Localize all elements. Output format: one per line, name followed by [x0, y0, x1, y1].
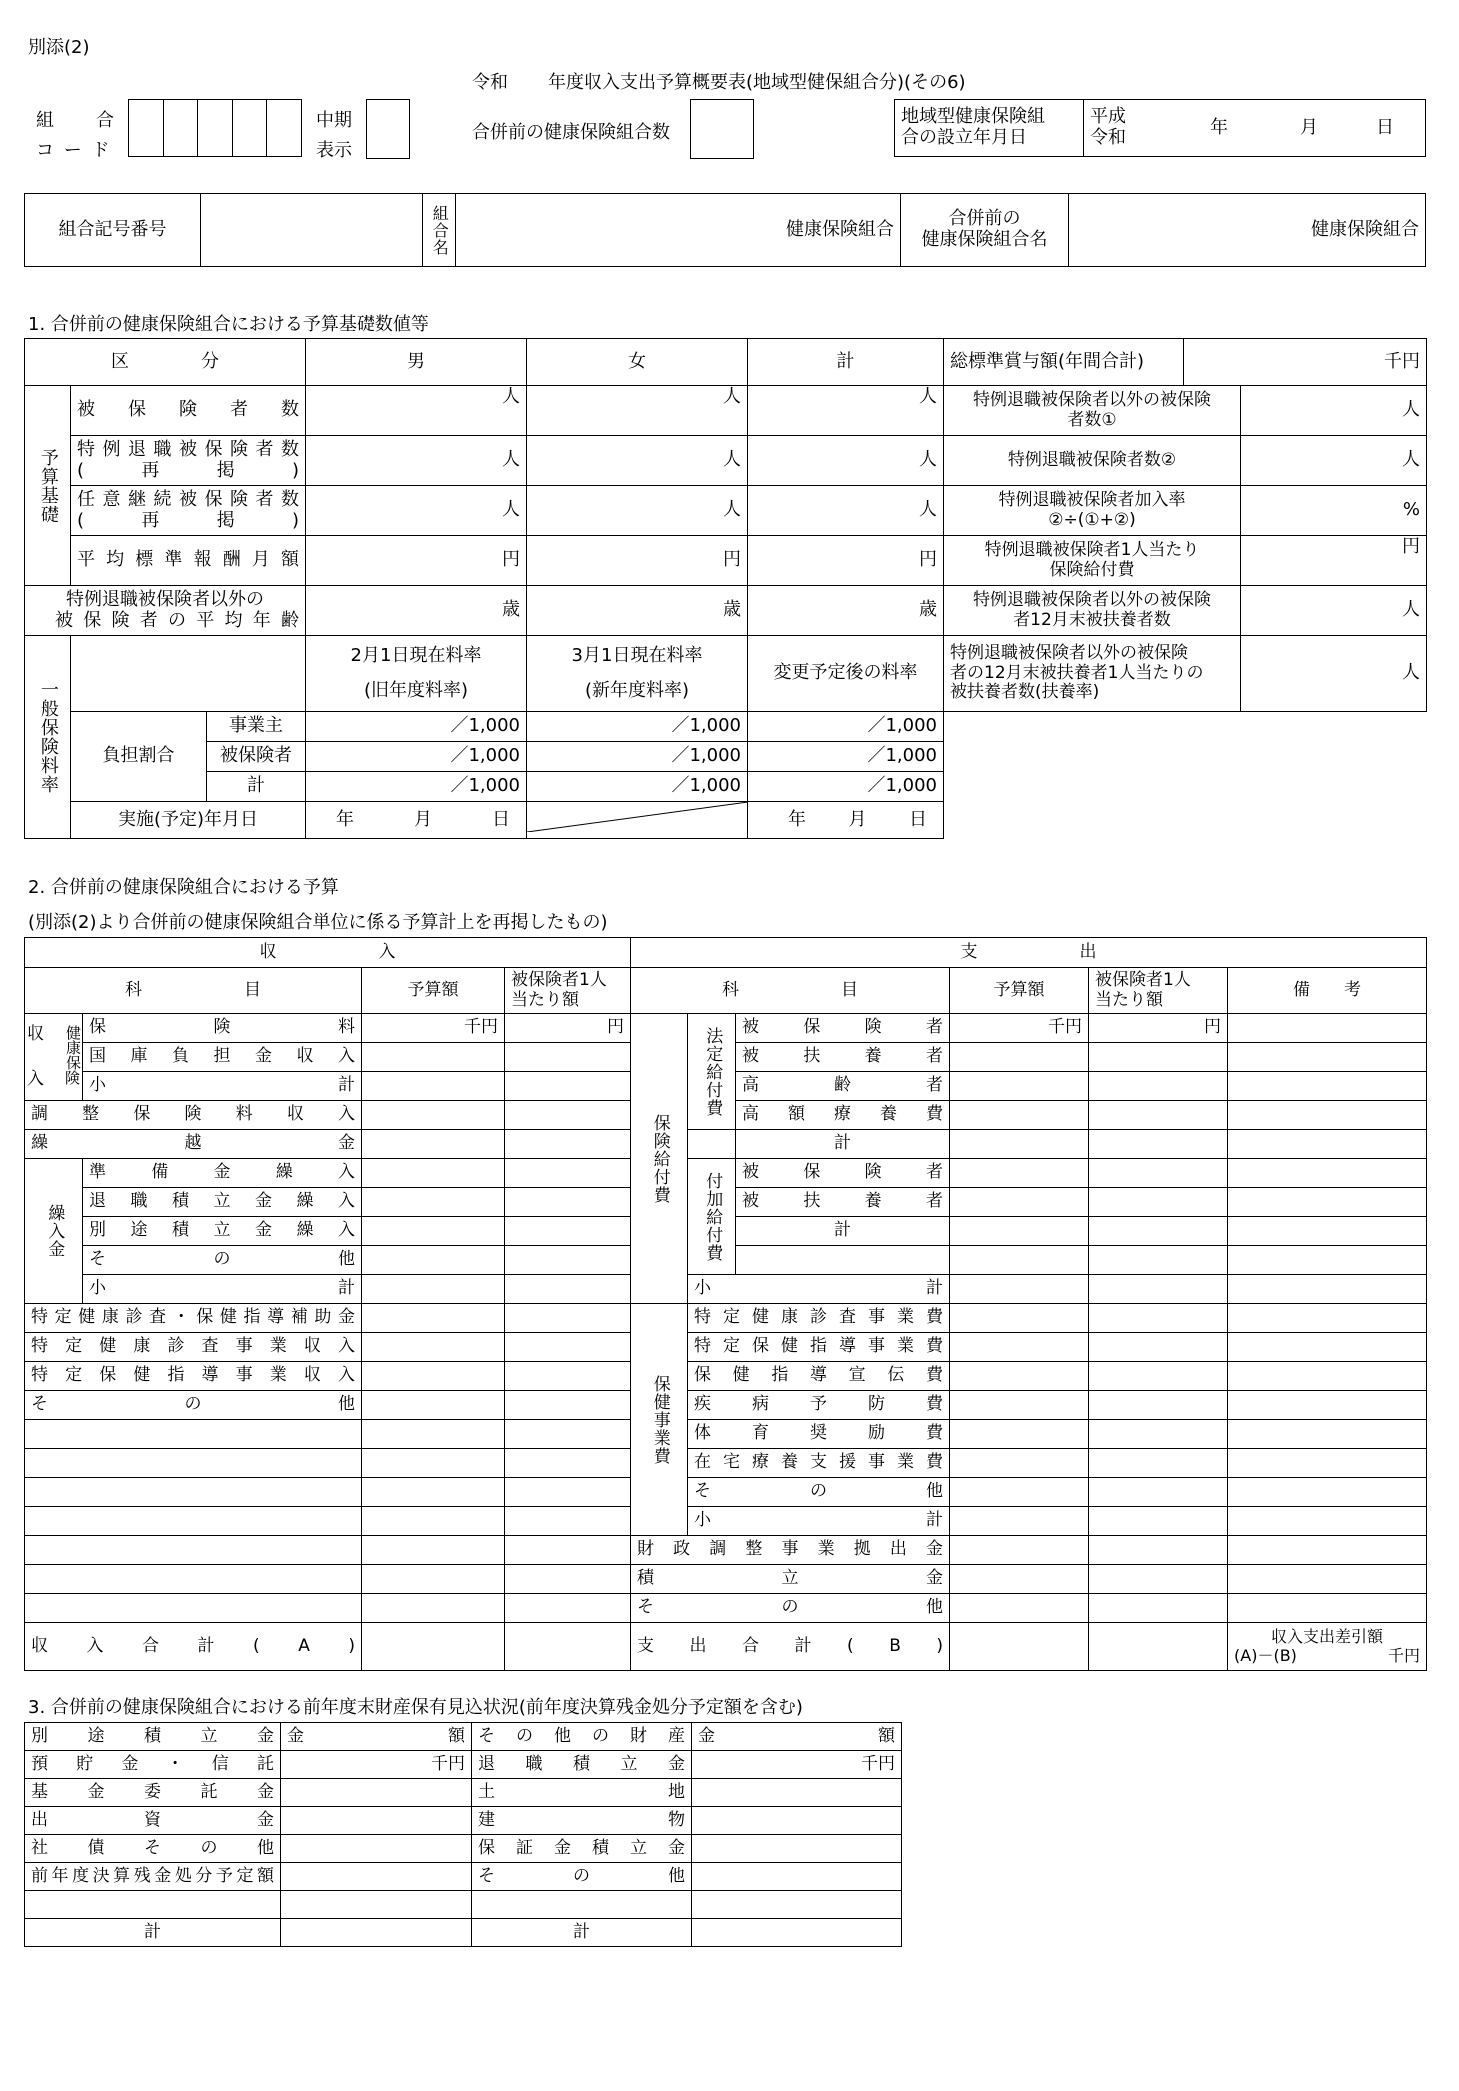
koureisha-amount[interactable] [950, 1072, 1089, 1101]
tokutei-hojo-per[interactable] [505, 1304, 631, 1333]
amount-header-1: 金 額 [281, 1723, 472, 1751]
merged-count-box[interactable] [690, 99, 754, 159]
zaisei-per[interactable] [1089, 1536, 1228, 1565]
jigyo-shokei-amount[interactable] [950, 1507, 1089, 1536]
taishoku-amount[interactable]: 千円 [692, 1751, 902, 1779]
nini-total[interactable]: 人 [748, 486, 944, 536]
r1-field[interactable]: 人 [1241, 386, 1427, 436]
tokutei-shinsa-per[interactable] [505, 1333, 631, 1362]
taishoku-label: 退 職 積 立 金 [472, 1751, 692, 1779]
bikou-4[interactable] [1228, 1101, 1427, 1130]
houtei-hihoken-label: 被 保 険 者 [736, 1014, 950, 1043]
inc-blank-6-amount[interactable] [362, 1565, 505, 1594]
inc-blank-5-amount[interactable] [362, 1536, 505, 1565]
junbi-amount[interactable] [362, 1159, 505, 1188]
bikou-19[interactable] [1228, 1536, 1427, 1565]
kikin-amount[interactable] [281, 1779, 472, 1807]
tokutei-shido-amount[interactable] [362, 1362, 505, 1391]
zaitaku-amount[interactable] [950, 1449, 1089, 1478]
taishoku-kurinyu-amount[interactable] [362, 1188, 505, 1217]
exp-tokutei-shido-label: 特定保健指導事業費 [688, 1333, 950, 1362]
hoken-jigyo-label: 保健事業費 [631, 1304, 688, 1536]
inc-blank-4-amount[interactable] [362, 1507, 505, 1536]
rate-col2-header: 3月1日現在料率 (新年度料率) [527, 636, 748, 712]
employer-rate-old[interactable]: ／1,000 [306, 712, 527, 742]
amount-header-2: 金 額 [692, 1723, 902, 1751]
fuka-hifuyo-amount[interactable] [950, 1188, 1089, 1217]
inc-blank-2[interactable] [25, 1449, 362, 1478]
s3-kei-label-2: 計 [472, 1919, 692, 1947]
kenpo-shokei-amount[interactable] [362, 1072, 505, 1101]
chousei-label: 調 整 保 険 料 収 入 [25, 1101, 362, 1130]
inc-sonota-per[interactable] [505, 1391, 631, 1420]
row-nini-label: 任意継続被保険者数 ( 再 掲 ) [71, 486, 306, 536]
bikou-10[interactable] [1228, 1275, 1427, 1304]
bikou-1[interactable] [1228, 1014, 1427, 1043]
chousei-per[interactable] [505, 1101, 631, 1130]
hihokensha-male[interactable]: 人 [306, 386, 527, 436]
tokutei-shinsa-amount[interactable] [362, 1333, 505, 1362]
bikou-2[interactable] [1228, 1043, 1427, 1072]
r1-label: 特例退職被保険者以外の被保険 者数① [944, 386, 1241, 436]
inc-blank-7-amount[interactable] [362, 1594, 505, 1623]
shusshi-label: 出 資 金 [25, 1807, 281, 1835]
r3-label: 特例退職被保険者加入率 ②÷(①+②) [944, 486, 1241, 536]
expense-total-label: 支 出 合 計 ( B ) [631, 1623, 950, 1671]
inc-blank-4[interactable] [25, 1507, 362, 1536]
tokutei-hojo-amount[interactable] [362, 1304, 505, 1333]
s3-blank-2[interactable] [472, 1891, 692, 1919]
inc-blank-3[interactable] [25, 1478, 362, 1507]
exp-sonota-per[interactable] [1089, 1594, 1228, 1623]
tsumitate-label: 積 立 金 [631, 1565, 950, 1594]
bikou-16[interactable] [1228, 1449, 1427, 1478]
impl-date-planned[interactable]: 年 月 日 [748, 802, 944, 839]
bonus-label: 総標準賞与額(年間合計) [944, 339, 1184, 386]
betto-kurinyu-amount[interactable] [362, 1217, 505, 1246]
shourei-amount[interactable] [950, 1420, 1089, 1449]
shasai-amount[interactable] [281, 1835, 472, 1863]
code-digit-2[interactable] [163, 100, 198, 157]
tokutei-shinsa-label: 特定健康診査事業収入 [25, 1333, 362, 1362]
r6-label: 特例退職被保険者以外の被保険 者の12月末被扶養者1人当たりの 被扶養者数(扶養率) [944, 636, 1241, 712]
expense-total-per[interactable] [1089, 1623, 1228, 1671]
exp-tokutei-shido-amount[interactable] [950, 1333, 1089, 1362]
code-digit-4[interactable] [232, 100, 267, 157]
hokenryo-label: 保 険 料 [83, 1014, 362, 1043]
jigyo-shokei-label: 小 計 [688, 1507, 950, 1536]
r3-field[interactable]: % [1241, 486, 1427, 536]
yochokin-amount[interactable]: 千円 [281, 1751, 472, 1779]
fuka-spacer [736, 1246, 950, 1275]
inc-kamoku-header: 科 目 [25, 968, 362, 1014]
setup-date-table [894, 99, 1426, 157]
koureisha-label: 高 齢 者 [736, 1072, 950, 1101]
exp-tokutei-shinsa-label: 特定健康診査事業費 [688, 1304, 950, 1333]
burden-label: 負担割合 [71, 712, 207, 802]
s3-blank-1[interactable] [25, 1891, 281, 1919]
r4-field[interactable]: 円 [1241, 536, 1427, 586]
kokko-label: 国庫負担金収入 [83, 1043, 362, 1072]
kurinyu-label: 繰入金 [25, 1159, 83, 1304]
zaitaku-per[interactable] [1089, 1449, 1228, 1478]
diagonal-line [527, 802, 748, 832]
age-female[interactable]: 歳 [527, 586, 748, 636]
yobou-amount[interactable] [950, 1391, 1089, 1420]
exp-per-person-header: 被保険者1人 当たり額 [1089, 968, 1228, 1014]
nini-male[interactable]: 人 [306, 486, 527, 536]
inc-sonota-label: そ の 他 [25, 1391, 362, 1420]
kyufu-shokei-label: 小 計 [688, 1275, 950, 1304]
hihokensha-total[interactable]: 人 [748, 386, 944, 436]
yosan-kiso-label: 予算基礎 [25, 386, 71, 586]
name-label: 組合名 [423, 194, 456, 267]
shourei-label: 体 育 奨 励 費 [688, 1420, 950, 1449]
code-digit-3[interactable] [198, 100, 233, 157]
fuka-hifuyo-label: 被 扶 養 者 [736, 1188, 950, 1217]
kougaku-amount[interactable] [950, 1101, 1089, 1130]
section2-title: 2. 合併前の健康保険組合における予算 [28, 877, 339, 898]
heikin-male[interactable]: 円 [306, 536, 527, 586]
exp-tokutei-shinsa-per[interactable] [1089, 1304, 1228, 1333]
kyufu-shokei-amount[interactable] [950, 1275, 1089, 1304]
exp-tokutei-shinsa-amount[interactable] [950, 1304, 1089, 1333]
inc-blank-1[interactable] [25, 1420, 362, 1449]
nini-female[interactable]: 人 [527, 486, 748, 536]
r2-field[interactable]: 人 [1241, 436, 1427, 486]
r2-label: 特例退職被保険者数② [944, 436, 1241, 486]
jigyo-sonota-label: そ の 他 [688, 1478, 950, 1507]
betto-label: 別 途 積 立 金 [25, 1723, 281, 1751]
inc-blank-5-per[interactable] [505, 1536, 631, 1565]
houtei-hihoken-amount[interactable]: 千円 [950, 1014, 1089, 1043]
zankin-amount[interactable] [281, 1863, 472, 1891]
income-header: 収 入 [25, 938, 631, 968]
employer-rate-new[interactable]: ／1,000 [527, 712, 748, 742]
exp-tokutei-shido-per[interactable] [1089, 1333, 1228, 1362]
diff-field[interactable]: 収入支出差引額 (A)－(B) 千円 [1228, 1623, 1427, 1671]
houtei-label: 法定給付費 [688, 1014, 736, 1130]
kougaku-per[interactable] [1089, 1101, 1228, 1130]
junbi-per[interactable] [505, 1159, 631, 1188]
fuka-kei-label: 計 [736, 1217, 950, 1246]
kokko-per[interactable] [505, 1043, 631, 1072]
bikou-13[interactable] [1228, 1362, 1427, 1391]
symbol-label: 組合記号番号 [25, 194, 201, 267]
bikou-20[interactable] [1228, 1565, 1427, 1594]
zaisei-amount[interactable] [950, 1536, 1089, 1565]
male-header: 男 [306, 339, 527, 386]
code-digit-1[interactable] [129, 100, 164, 157]
shourei-per[interactable] [1089, 1420, 1228, 1449]
kyufu-shokei-per[interactable] [1089, 1275, 1228, 1304]
bikou-12[interactable] [1228, 1333, 1427, 1362]
bikou-7[interactable] [1228, 1188, 1427, 1217]
bikou-11[interactable] [1228, 1304, 1427, 1333]
inc-blank-7[interactable] [25, 1594, 362, 1623]
total-rate-new[interactable]: ／1,000 [527, 772, 748, 802]
betto-kurinyu-label: 別 途 積 立 金 繰 入 [83, 1217, 362, 1246]
impl-date-na [527, 802, 748, 839]
insured-label: 被保険者 [207, 742, 306, 772]
s3-blank-2-amount[interactable] [692, 1891, 902, 1919]
chuuki-box[interactable] [366, 99, 410, 159]
jigyo-sonota-amount[interactable] [950, 1478, 1089, 1507]
income-total-label: 収 入 合 計 ( A ) [25, 1623, 362, 1671]
shusshi-amount[interactable] [281, 1807, 472, 1835]
kurinyu-sonota-amount[interactable] [362, 1246, 505, 1275]
yobou-per[interactable] [1089, 1391, 1228, 1420]
age-total[interactable]: 歳 [748, 586, 944, 636]
setup-date-field[interactable]: 平成 令和 年 月 日 [1084, 100, 1426, 157]
kougaku-label: 高 額 療 養 費 [736, 1101, 950, 1130]
tokutei-hojo-label: 特定健康診査・保健指導補助金 [25, 1304, 362, 1333]
rate-col1-header: 2月1日現在料率 (旧年度料率) [306, 636, 527, 712]
tokutei-shido-per[interactable] [505, 1362, 631, 1391]
r5-label: 特例退職被保険者以外の被保険 者12月末被扶養者数 [944, 586, 1241, 636]
houtei-hifuyo-label: 被 扶 養 者 [736, 1043, 950, 1072]
s1-right-table [943, 338, 1427, 712]
chuuki-label: 中期 表示 [316, 110, 352, 161]
kurikoshi-label: 繰 越 金 [25, 1130, 362, 1159]
row-hihokensha-label: 被保険者数 [71, 386, 306, 436]
ippan-rate-label: 一般保険料率 [25, 636, 71, 839]
sonota-zaisan-label: そ の 他 の 財 産 [472, 1723, 692, 1751]
inc-sonota-amount[interactable] [362, 1391, 505, 1420]
houtei-kei-amount[interactable] [950, 1130, 1089, 1159]
exp-yosan-header: 予算額 [950, 968, 1089, 1014]
bikou-header: 備 考 [1228, 968, 1427, 1014]
kurinyu-shokei-label: 小 計 [83, 1275, 362, 1304]
inc-yosan-header: 予算額 [362, 968, 505, 1014]
inc-blank-3-per[interactable] [505, 1478, 631, 1507]
total-rate-planned[interactable]: ／1,000 [748, 772, 944, 802]
senden-per[interactable] [1089, 1362, 1228, 1391]
rate-corner [71, 636, 306, 712]
impl-date-old[interactable]: 年 月 日 [306, 802, 527, 839]
inc-blank-6-per[interactable] [505, 1565, 631, 1594]
fuka-hihoken-label: 被 保 険 者 [736, 1159, 950, 1188]
female-header: 女 [527, 339, 748, 386]
bikou-6[interactable] [1228, 1159, 1427, 1188]
bonus-field[interactable]: 千円 [1184, 339, 1427, 386]
tokutai-total[interactable]: 人 [748, 436, 944, 486]
fuka-spacer-amount[interactable] [950, 1246, 1089, 1275]
taishoku-kurinyu-label: 退 職 積 立 金 繰 入 [83, 1188, 362, 1217]
fuka-kei-amount[interactable] [950, 1217, 1089, 1246]
row-tokutai-label: 特例退職被保険者数 ( 再 掲 ) [71, 436, 306, 486]
kurikoshi-amount[interactable] [362, 1130, 505, 1159]
bikou-8[interactable] [1228, 1217, 1427, 1246]
era-label: 令和 [472, 72, 508, 93]
kubun-header: 区 分 [25, 339, 306, 386]
yobou-label: 疾 病 予 防 費 [688, 1391, 950, 1420]
fuka-hifuyo-per[interactable] [1089, 1188, 1228, 1217]
employer-rate-planned[interactable]: ／1,000 [748, 712, 944, 742]
inc-blank-2-amount[interactable] [362, 1449, 505, 1478]
total-rate-old[interactable]: ／1,000 [306, 772, 527, 802]
merged-count-label: 合併前の健康保険組合数 [472, 122, 670, 143]
row-heikin-label: 平均標準報酬月額 [71, 536, 306, 586]
inc-blank-3-amount[interactable] [362, 1478, 505, 1507]
inc-per-person-header: 被保険者1人 当たり額 [505, 968, 631, 1014]
tochi-amount[interactable] [692, 1779, 902, 1807]
tokutai-male[interactable]: 人 [306, 436, 527, 486]
inc-blank-2-per[interactable] [505, 1449, 631, 1478]
kurikoshi-per[interactable] [505, 1130, 631, 1159]
fuka-kei-per[interactable] [1089, 1217, 1228, 1246]
koureisha-per[interactable] [1089, 1072, 1228, 1101]
tokutei-shido-label: 特定保健指導事業収入 [25, 1362, 362, 1391]
employer-label: 事業主 [207, 712, 306, 742]
hokenryo-per[interactable]: 円 [505, 1014, 631, 1043]
tsumitate-per[interactable] [1089, 1565, 1228, 1594]
s3-kei-label-1: 計 [25, 1919, 281, 1947]
exp-sonota-label: そ の 他 [631, 1594, 950, 1623]
s1-left-table [24, 338, 944, 839]
fuka-label: 付加給付費 [688, 1159, 736, 1275]
r6-field[interactable]: 人 [1241, 636, 1427, 712]
bikou-9[interactable] [1228, 1246, 1427, 1275]
bikou-18[interactable] [1228, 1507, 1427, 1536]
s3-blank-1-amount[interactable] [281, 1891, 472, 1919]
code-digit-5[interactable] [267, 100, 302, 157]
chousei-amount[interactable] [362, 1101, 505, 1130]
zankin-label: 前年度決算残金処分予定額 [25, 1863, 281, 1891]
kenpo-shokei-per[interactable] [505, 1072, 631, 1101]
kenpo-shokei-label: 小 計 [83, 1072, 362, 1101]
inc-blank-4-per[interactable] [505, 1507, 631, 1536]
inc-blank-1-amount[interactable] [362, 1420, 505, 1449]
impl-date-label: 実施(予定)年月日 [71, 802, 306, 839]
rate-col3-header: 変更予定後の料率 [748, 636, 944, 712]
age-male[interactable]: 歳 [306, 586, 527, 636]
fuka-spacer-per[interactable] [1089, 1246, 1228, 1275]
senden-amount[interactable] [950, 1362, 1089, 1391]
kenpo-label: 収 健康保 入 険 [25, 1014, 83, 1101]
inc-blank-5[interactable] [25, 1536, 362, 1565]
rate-total-label: 計 [207, 772, 306, 802]
kurinyu-shokei-amount[interactable] [362, 1275, 505, 1304]
section3-title: 3. 合併前の健康保険組合における前年度末財産保有見込状況(前年度決算残金処分予定額を含む) [28, 1697, 803, 1718]
heikin-total[interactable]: 円 [748, 536, 944, 586]
section1-title: 1. 合併前の健康保険組合における予算基礎数値等 [28, 314, 429, 335]
hoshou-amount[interactable] [692, 1835, 902, 1863]
avg-age-label: 特例退職被保険者以外の 被保険者の平均年齢 [25, 586, 306, 636]
s3-kei-amount-1[interactable] [281, 1919, 472, 1947]
bikou-14[interactable] [1228, 1391, 1427, 1420]
kokko-amount[interactable] [362, 1043, 505, 1072]
setup-label: 地域型健康保険組 合の設立年月日 [895, 100, 1084, 157]
houtei-hifuyo-amount[interactable] [950, 1043, 1089, 1072]
kumiai-code-label: 組 合 コ ー ド [36, 110, 116, 161]
kikin-label: 基 金 委 託 金 [25, 1779, 281, 1807]
hoken-kyufu-label: 保険給付費 [631, 1014, 688, 1304]
exp-sonota-amount[interactable] [950, 1594, 1089, 1623]
zaisei-label: 財政調整事業拠出金 [631, 1536, 950, 1565]
houtei-kei-spacer [688, 1130, 736, 1159]
ident-table [24, 193, 1426, 267]
kumiai-code-boxes [128, 99, 302, 157]
tochi-label: 土 地 [472, 1779, 692, 1807]
tokutai-female[interactable]: 人 [527, 436, 748, 486]
senden-label: 保健指導宣伝費 [688, 1362, 950, 1391]
yochokin-label: 預 貯 金 ・ 信 託 [25, 1751, 281, 1779]
taishoku-kurinyu-per[interactable] [505, 1188, 631, 1217]
hoshou-label: 保 証 金 積 立 金 [472, 1835, 692, 1863]
fuka-hihoken-amount[interactable] [950, 1159, 1089, 1188]
jigyo-sonota-per[interactable] [1089, 1478, 1228, 1507]
s3-sonota-amount[interactable] [692, 1863, 902, 1891]
houtei-hifuyo-per[interactable] [1089, 1043, 1228, 1072]
kurinyu-sonota-label: そ の 他 [83, 1246, 362, 1275]
r5-field[interactable]: 人 [1241, 586, 1427, 636]
exp-kamoku-header: 科 目 [631, 968, 950, 1014]
premerge-name-field[interactable]: 健康保険組合 [1069, 194, 1426, 267]
r4-label: 特例退職被保険者1人当たり 保険給付費 [944, 536, 1241, 586]
inc-blank-1-per[interactable] [505, 1420, 631, 1449]
s3-table [24, 1722, 902, 1947]
hokenryo-amount[interactable]: 千円 [362, 1014, 505, 1043]
shasai-label: 社 債 そ の 他 [25, 1835, 281, 1863]
tatemono-label: 建 物 [472, 1807, 692, 1835]
kurinyu-shokei-per[interactable] [505, 1275, 631, 1304]
bikou-15[interactable] [1228, 1420, 1427, 1449]
bikou-17[interactable] [1228, 1478, 1427, 1507]
attachment-label: 別添(2) [28, 37, 90, 58]
bikou-5[interactable] [1228, 1130, 1427, 1159]
s3-sonota-label: そ の 他 [472, 1863, 692, 1891]
tsumitate-amount[interactable] [950, 1565, 1089, 1594]
junbi-label: 準 備 金 繰 入 [83, 1159, 362, 1188]
s2-table [24, 937, 1427, 1671]
page-title: 年度収入支出予算概要表(地域型健保組合分)(その6) [548, 72, 966, 93]
inc-blank-6[interactable] [25, 1565, 362, 1594]
betto-kurinyu-per[interactable] [505, 1217, 631, 1246]
insured-rate-old[interactable]: ／1,000 [306, 742, 527, 772]
kurinyu-sonota-per[interactable] [505, 1246, 631, 1275]
premerge-label: 合併前の 健康保険組合名 [901, 194, 1069, 267]
hihokensha-female[interactable]: 人 [527, 386, 748, 436]
insured-rate-new[interactable]: ／1,000 [527, 742, 748, 772]
fuka-hihoken-per[interactable] [1089, 1159, 1228, 1188]
symbol-field[interactable] [201, 194, 423, 267]
heikin-female[interactable]: 円 [527, 536, 748, 586]
s3-kei-amount-2[interactable] [692, 1919, 902, 1947]
houtei-kei-label: 計 [736, 1130, 950, 1159]
income-total-per[interactable] [505, 1623, 631, 1671]
zaitaku-label: 在宅療養支援事業費 [688, 1449, 950, 1478]
bikou-21[interactable] [1228, 1594, 1427, 1623]
expense-header: 支 出 [631, 938, 1427, 968]
bikou-3[interactable] [1228, 1072, 1427, 1101]
houtei-kei-per[interactable] [1089, 1130, 1228, 1159]
houtei-hihoken-per[interactable]: 円 [1089, 1014, 1228, 1043]
income-total-amount[interactable] [362, 1623, 505, 1671]
inc-blank-7-per[interactable] [505, 1594, 631, 1623]
tatemono-amount[interactable] [692, 1807, 902, 1835]
kumiai-name-field[interactable]: 健康保険組合 [456, 194, 901, 267]
insured-rate-planned[interactable]: ／1,000 [748, 742, 944, 772]
jigyo-shokei-per[interactable] [1089, 1507, 1228, 1536]
section2-subtitle: (別添(2)より合併前の健康保険組合単位に係る予算計上を再掲したもの) [28, 912, 608, 933]
total-header: 計 [748, 339, 944, 386]
expense-total-amount[interactable] [950, 1623, 1089, 1671]
